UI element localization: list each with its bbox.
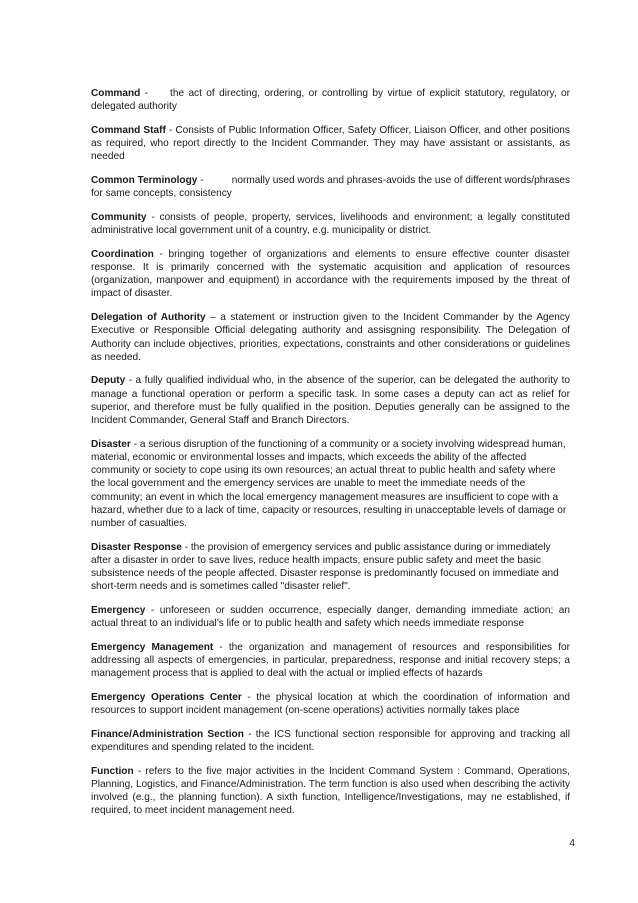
glossary-entry-emergency-operations-center <box>91 691 570 717</box>
glossary-definition: the physical location at which the coordination of information and resources to support incident management (on-scene operations) activities normally takes place <box>91 692 570 717</box>
glossary-entry-coordination <box>91 248 570 301</box>
term-separator: - <box>140 88 171 99</box>
glossary-entry-command-staff <box>91 124 570 164</box>
glossary-term: Emergency <box>91 605 146 616</box>
term-separator: - <box>241 692 257 704</box>
glossary-entry-deputy <box>91 374 570 427</box>
glossary-term: Command Staff <box>91 124 166 136</box>
term-separator: - <box>213 641 229 653</box>
glossary-definition: the act of directing, ordering, or controlling by virtue of explicit statutory, regulatory, or delegated authority <box>91 88 570 113</box>
glossary-term: Emergency Operations Center <box>91 692 242 704</box>
glossary-entry-disaster <box>91 438 570 530</box>
glossary-definition: the organization and management of resources and responsibilities for addressing all aspects of emergencies, in particular, preparedness, response and initial recovery steps; a management process that is applied to deal with the actual or implied effects of hazards <box>91 641 570 680</box>
term-separator: - <box>125 375 136 387</box>
glossary-term: Deputy <box>91 375 126 387</box>
term-separator: - <box>165 124 176 136</box>
page-number: 4 <box>569 838 575 849</box>
term-separator: - <box>243 728 256 740</box>
glossary-entry-function <box>91 765 570 818</box>
glossary-definition: normally used words and phrases-avoids the use of different words/phrases for same concepts, consistency <box>91 175 570 200</box>
glossary-term: Community <box>91 211 147 223</box>
glossary-definition: refers to the five major activities in the Incident Command System : Command, Operations, Planning, Logistics, and Finance/Administration. The term function is also used when describing the activity involved (e.g., the planning function). A sixth function, Intelligence/Investigations, may ne established, if required, to meet incident management need. <box>91 765 570 817</box>
term-separator: - <box>145 605 160 616</box>
glossary-term: Coordination <box>91 248 154 260</box>
glossary-definition: a statement or instruction given to the Incident Commander by the Agency Executive or Responsible Official delegating authority and assisgning responsibility. The Delegation of Authority can include objectives, priorities, expectations, constraints and other considerations or guidelines as needed. <box>91 312 570 363</box>
glossary-term: Finance/Administration Section <box>91 728 244 740</box>
term-separator: - <box>197 175 232 187</box>
glossary-entry-disaster-response <box>91 541 570 594</box>
glossary-definition: bringing together of organizations and elements to ensure effective counter disaster response. It is primarily concerned with the systematic acquisition and application of resources (organization, manpower and equipment) in accordance with the requirements imposed by the threat of impact of disaster. <box>91 248 570 300</box>
glossary-entry-community <box>91 211 570 237</box>
glossary-definition: a fully qualified individual who, in the absence of the superior, can be delegated the authority to manage a functional operation or perform a specific task. In some cases a deputy can act as relief for superior, and therefore must be fully qualified in the position. Deputies generally can be assigned to the Incident Commander, General Staff and Branch Directors. <box>91 375 570 427</box>
glossary-entry-finance-administration-section <box>91 728 570 754</box>
glossary-entry-emergency <box>91 604 570 630</box>
glossary-definition: unforeseen or sudden occurrence, especially danger, demanding immediate action; an actual threat to an individual’s life or to public health and safety which needs immediate response <box>91 605 570 630</box>
term-separator: - <box>153 248 169 260</box>
glossary-definition: consists of people, property, services, livelihoods and environment; a legally constituted administrative local government unit of a country, e.g. municipality or district. <box>91 211 570 237</box>
glossary-term: Function <box>91 765 134 777</box>
term-separator: - <box>181 541 191 553</box>
glossary-list <box>91 87 570 828</box>
term-separator: - <box>133 765 146 777</box>
glossary-definition: Consists of Public Information Officer, Safety Officer, Liaison Officer, and other positions as required, who report directly to the Incident Commander. They may have assistant or assistants, as needed <box>91 124 570 163</box>
glossary-term: Disaster <box>91 438 131 450</box>
glossary-entry-delegation-of-authority <box>91 311 570 364</box>
glossary-definition: a serious disruption of the functioning of a community or a society involving widespread human, material, economic or environmental losses and impacts, which exceeds the ability of the affected community or society to cope using its own resources; an actual threat to public health and safety where the local government and the emergency services are unable to meet the immediate needs of the community; an event in which the local emergency management measures are insufficient to cope with a hazard, whether due to a lack of time, capacity or resources, resulting in unacceptable levels of damage or number of casualties. <box>91 438 567 529</box>
glossary-term: Delegation of Authority <box>91 312 206 324</box>
glossary-term: Common Terminology <box>91 175 198 187</box>
glossary-term: Command <box>91 88 141 99</box>
term-separator: – <box>205 312 221 324</box>
term-separator: - <box>146 211 160 223</box>
glossary-entry-command <box>91 87 570 113</box>
glossary-entry-emergency-management <box>91 641 570 681</box>
glossary-term: Disaster Response <box>91 541 182 553</box>
term-separator: - <box>130 438 140 450</box>
glossary-definition: the ICS functional section responsible for approving and tracking all expenditures and spending related to the incident. <box>91 728 570 754</box>
glossary-term: Emergency Management <box>91 641 214 653</box>
glossary-entry-common-terminology <box>91 174 570 200</box>
glossary-definition: the provision of emergency services and public assistance during or immediately after a disaster in order to save lives, reduce health impacts, ensure public safety and meet the basic subsistence needs of the people affected. Disaster response is predominantly focused on immediate and short-term needs and is sometimes called "disaster relief". <box>91 541 559 593</box>
